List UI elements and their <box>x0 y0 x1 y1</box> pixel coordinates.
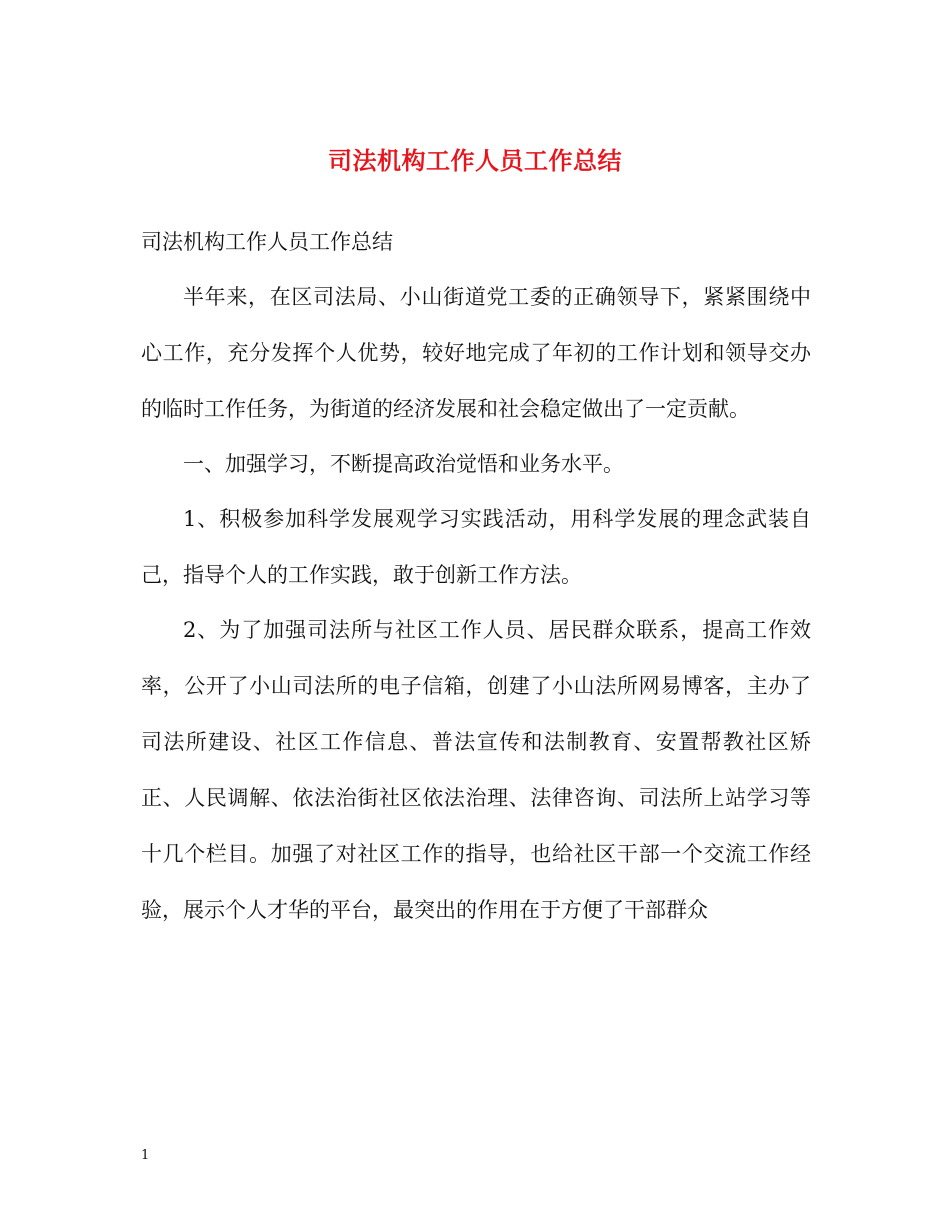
document-body <box>141 228 811 924</box>
page-number: 1 <box>141 1148 150 1163</box>
paragraph-intro: 半年来，在区司法局、小山街道党工委的正确领导下，紧紧围绕中心工作，充分发挥个人优势，较好地完成了年初的工作计划和领导交办的临时工作任务，为街道的经济发展和社会稳定做出了一定贡献。 <box>141 285 811 421</box>
section-heading-1: 一、加强学习，不断提高政治觉悟和业务水平。 <box>183 452 624 476</box>
document-title: 司法机构工作人员工作总结 <box>328 146 622 175</box>
paragraph-item-1: 1、积极参加科学发展观学习实践活动，用科学发展的理念武装自己，指导个人的工作实践，敢于创新工作方法。 <box>141 507 811 587</box>
document-subtitle: 司法机构工作人员工作总结 <box>141 230 393 254</box>
paragraph-item-2: 2、为了加强司法所与社区工作人员、居民群众联系，提高工作效率，公开了小山司法所的电子信箱，创建了小山法所网易博客，主办了司法所建设、社区工作信息、普法宣传和法制教育、安置帮教社区矫正、人民调解、依法治街社区依法治理、法律咨询、司法所上站学习等十几个栏目。加强了对社区工作的指导，也给社区干部一个交流工作经验，展示个人才华的平台，最突出的作用在于方便了干部群众 <box>141 618 811 922</box>
